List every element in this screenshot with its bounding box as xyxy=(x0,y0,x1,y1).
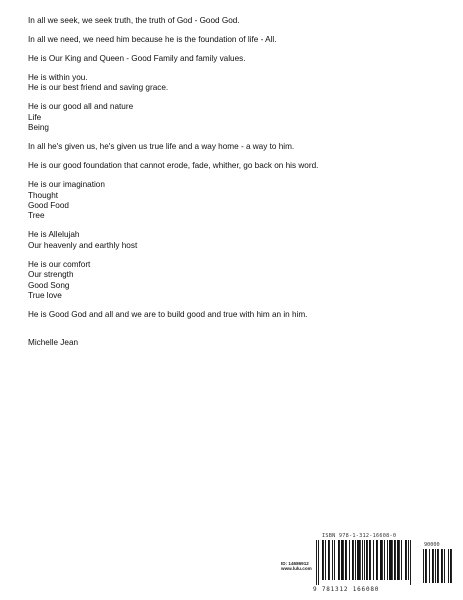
barcode-bar xyxy=(349,540,350,580)
barcode-bar xyxy=(376,540,378,580)
barcode-bar xyxy=(394,540,396,580)
barcode-bar xyxy=(334,540,335,580)
barcode-bar xyxy=(369,540,371,580)
barcode-bar xyxy=(408,540,409,580)
price-code: 90000 xyxy=(424,542,440,548)
poem-line: In all he's given us, he's given us true life and a way home - a way to him. xyxy=(28,142,295,152)
poem-line: He is our good foundation that cannot erode, fade, whither, go back on his word. xyxy=(28,161,319,171)
stanza xyxy=(28,180,448,222)
barcode-bar xyxy=(444,549,445,583)
barcode-bar xyxy=(384,540,385,580)
poem-line: In all we seek, we seek truth, the truth of God - Good God. xyxy=(28,16,240,25)
barcode-bar xyxy=(362,540,363,580)
poem-text xyxy=(28,16,448,329)
poem-line: He is our best friend and saving grace. xyxy=(28,83,169,93)
stanza xyxy=(28,230,448,251)
barcode-bar xyxy=(441,549,443,583)
stanza xyxy=(28,35,448,45)
stanza xyxy=(28,310,448,320)
stanza xyxy=(28,73,448,94)
barcode-bar xyxy=(316,540,317,585)
barcode-bar xyxy=(322,540,324,580)
publisher-ids xyxy=(281,561,312,572)
poem-line: He is within you. xyxy=(28,73,88,82)
stanza xyxy=(28,54,448,64)
author-signature: Michelle Jean xyxy=(28,338,79,347)
poem-line: He is our good all and nature xyxy=(28,102,134,112)
barcode-bar xyxy=(405,540,407,580)
poem-line: Tree xyxy=(28,211,45,221)
poem-line: Our strength xyxy=(28,270,74,280)
barcode-bar xyxy=(423,549,424,583)
barcode-bar xyxy=(357,540,361,580)
poem-line: Good Song xyxy=(28,280,70,290)
barcode-bar xyxy=(410,540,411,585)
barcode-bar xyxy=(355,540,356,580)
barcode-bar xyxy=(425,549,427,583)
barcode-bar xyxy=(450,549,452,583)
isbn-barcode xyxy=(316,540,420,586)
barcode-bar xyxy=(373,540,374,580)
stanza xyxy=(28,102,448,133)
barcode-bar xyxy=(401,540,402,580)
stanza xyxy=(28,161,448,171)
id-label: ID: 14686912 xyxy=(281,561,309,566)
barcode-number: 9 781312 166080 xyxy=(313,586,380,593)
barcode-bar xyxy=(448,549,449,583)
poem-line: Being xyxy=(28,123,49,133)
poem-line: Thought xyxy=(28,190,59,200)
barcode-bar xyxy=(389,540,393,580)
poem-line: True love xyxy=(28,291,62,301)
poem-line: In all we need, we need him because he is the foundation of life - All. xyxy=(28,35,277,44)
poem-line: Good Food xyxy=(28,201,69,211)
barcode-bar xyxy=(328,540,330,580)
barcode-bar xyxy=(318,540,319,585)
stanza xyxy=(28,142,448,152)
barcode-bar xyxy=(325,540,326,580)
barcode-bar xyxy=(345,540,347,580)
barcode-bar xyxy=(437,549,439,583)
barcode-bar xyxy=(338,540,340,580)
barcode-bar xyxy=(432,549,434,583)
poem-line: Life xyxy=(28,112,42,122)
poem-line: He is Good God and all and we are to build good and true with him an in him. xyxy=(28,310,308,320)
barcode-bar xyxy=(352,540,354,580)
barcode-bar xyxy=(341,540,344,580)
barcode-bar xyxy=(366,540,368,580)
poem-line: He is our imagination xyxy=(28,180,105,190)
isbn-label: ISBN 978-1-312-16608-0 xyxy=(322,533,397,539)
poem-line: He is Allelujah xyxy=(28,230,80,240)
poem-line: He is Our King and Queen - Good Family and family values. xyxy=(28,54,246,63)
barcode-bar xyxy=(364,540,365,580)
price-addon-barcode xyxy=(423,549,453,585)
poem-line: He is our comfort xyxy=(28,259,91,269)
barcode-bar xyxy=(429,549,430,583)
barcode-bar xyxy=(332,540,333,580)
site-label: www.lulu.com xyxy=(281,566,312,572)
barcode-bar xyxy=(380,540,383,580)
stanza xyxy=(28,16,448,26)
poem-line: Our heavenly and earthly host xyxy=(28,240,138,250)
barcode-bar xyxy=(435,549,436,583)
stanza xyxy=(28,260,448,302)
barcode-bar xyxy=(387,540,388,580)
barcode-bar xyxy=(397,540,400,580)
